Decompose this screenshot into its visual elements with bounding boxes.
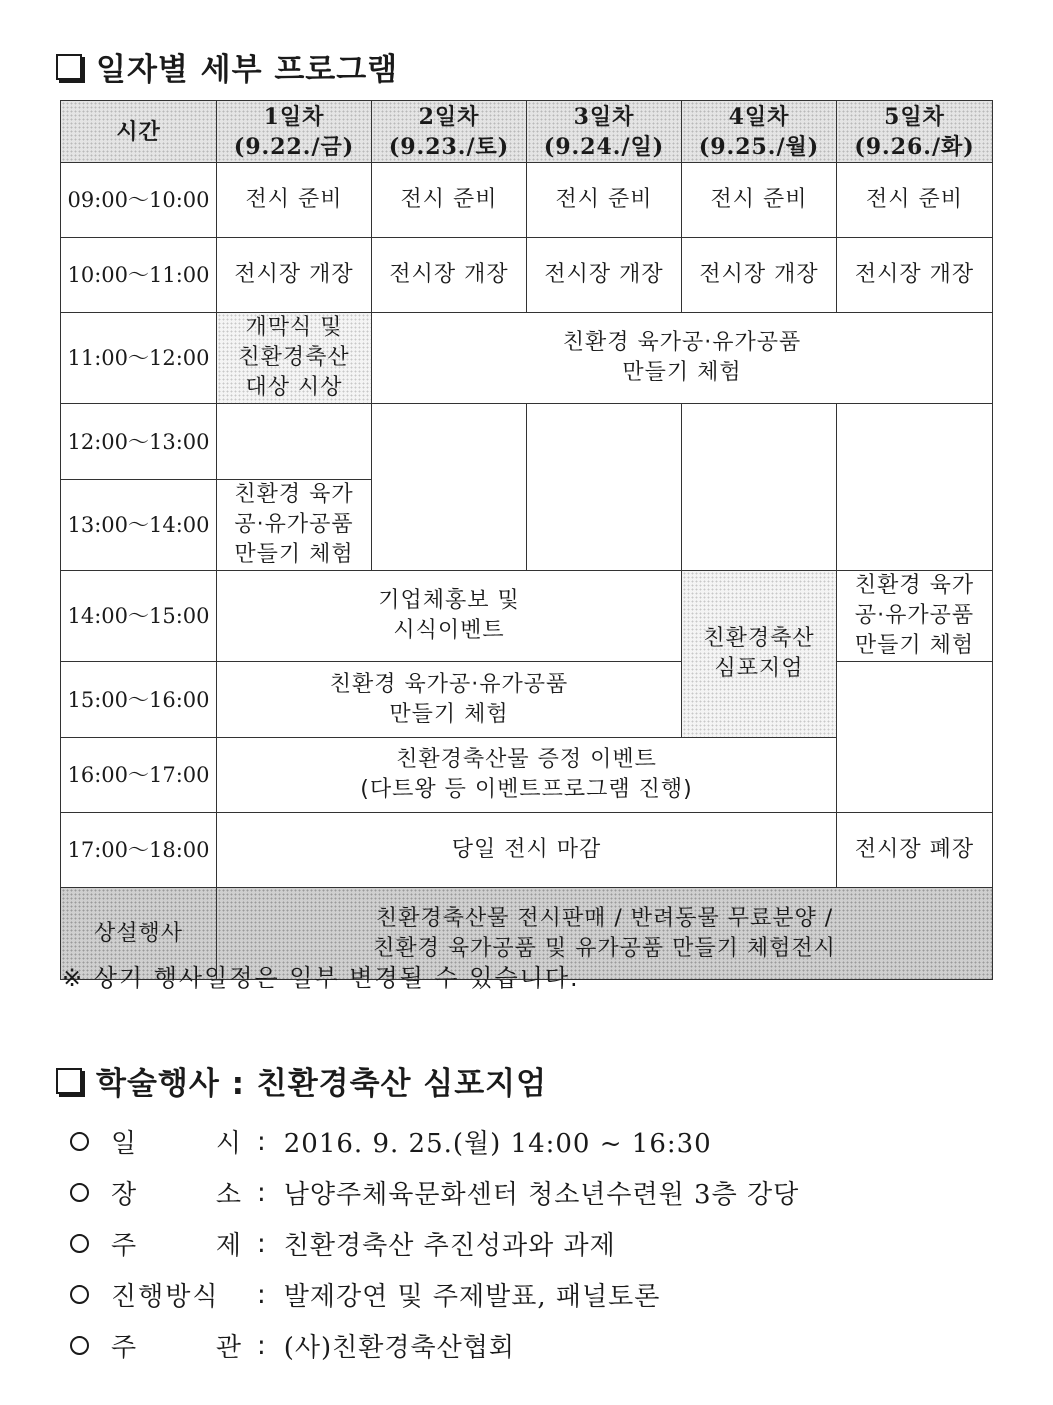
cell-line: 공·유가공품 (234, 512, 354, 537)
cell-empty (837, 404, 993, 571)
table-row (61, 404, 993, 480)
time-cell: 13:00～14:00 (61, 480, 217, 571)
section-title-schedule (56, 44, 398, 89)
day-date: (9.22./금) (233, 133, 355, 160)
cell-empty (217, 404, 372, 480)
info-label (111, 1123, 243, 1160)
cell-prep: 전시 준비 (682, 163, 837, 238)
cell-empty (372, 404, 527, 571)
info-item-host (70, 1320, 799, 1371)
table-row (61, 662, 993, 738)
table-row (61, 163, 993, 238)
label-char: 관 (215, 1333, 243, 1363)
day-header-2 (372, 101, 527, 163)
day-label: 1일차 (263, 103, 325, 130)
cell-promo (217, 571, 682, 662)
day-header-3 (527, 101, 682, 163)
cell-line: 만들기 체험 (389, 701, 509, 727)
cell-gift-event (217, 738, 837, 813)
label-char: 장 (111, 1180, 139, 1210)
time-cell: 14:00～15:00 (61, 571, 217, 662)
cell-empty (682, 404, 837, 571)
cell-line: 기업체홍보 및 (378, 588, 520, 613)
info-label (111, 1174, 243, 1211)
circle-bullet-icon (70, 1285, 89, 1304)
cell-prep: 전시 준비 (837, 163, 993, 238)
info-value: 발제강연 및 주제발표, 패널토론 (283, 1282, 661, 1312)
info-value: (사)친환경축산협회 (283, 1333, 515, 1363)
cell-prep: 전시 준비 (372, 163, 527, 238)
info-item-date (70, 1116, 799, 1167)
cell-line: 친환경축산 (238, 345, 350, 370)
day-label: 5일차 (884, 103, 945, 130)
cell-line: 개막식 및 (245, 315, 343, 340)
section-title-text: 학술행사 : 친환경축산 심포지엄 (96, 1066, 548, 1102)
label-char: 진행방식 (111, 1282, 220, 1312)
day-date: (9.26./화) (854, 133, 975, 160)
label-char: 일 (111, 1129, 139, 1159)
cell-symposium (682, 571, 837, 738)
info-item-theme (70, 1218, 799, 1269)
symposium-info-list (70, 1116, 799, 1371)
info-value: 친환경축산 추진성과와 과제 (283, 1231, 616, 1261)
schedule-note: ※ 상기 행사일정은 일부 변경될 수 있습니다. (62, 964, 580, 992)
day-date: (9.23./토) (388, 133, 510, 160)
time-cell: 12:00～13:00 (61, 404, 217, 480)
cell-experience (217, 662, 682, 738)
day-header-5 (837, 101, 993, 163)
day-date: (9.24./일) (543, 133, 665, 160)
info-value: 2016. 9. 25.(월) 14:00 ~ 16:30 (283, 1129, 712, 1159)
info-value: 남양주체육문화센터 청소년수련원 3층 강당 (283, 1180, 800, 1210)
cell-line: 친환경 육가공품 및 유가공품 만들기 체험전시 (373, 935, 836, 961)
cell-line: 친환경축산물 전시판매 / 반려동물 무료분양 / (375, 905, 834, 931)
time-cell: 17:00～18:00 (61, 813, 217, 888)
day-label: 2일차 (418, 103, 480, 130)
schedule-table (60, 100, 993, 980)
circle-bullet-icon (70, 1183, 89, 1202)
cell-line: 심포지엄 (714, 656, 804, 681)
label-char: 주 (111, 1231, 139, 1261)
day-label: 4일차 (728, 103, 790, 130)
info-item-place (70, 1167, 799, 1218)
colon: : (257, 1279, 266, 1310)
time-cell: 11:00～12:00 (61, 313, 217, 404)
day-header-4 (682, 101, 837, 163)
label-char: 시 (215, 1129, 243, 1159)
time-cell: 09:00～10:00 (61, 163, 217, 238)
time-header: 시간 (61, 101, 217, 163)
cell-open: 전시장 개장 (372, 238, 527, 313)
table-row (61, 813, 993, 888)
cell-close-hall: 전시장 폐장 (837, 813, 993, 888)
permanent-label: 상설행사 (61, 888, 217, 980)
label-char: 주 (111, 1333, 139, 1363)
cell-line: (다트왕 등 이벤트프로그램 진행) (360, 777, 693, 802)
cell-experience (372, 313, 993, 404)
cell-line: 친환경 육가공·유가공품 (562, 330, 802, 355)
cell-line: 만들기 체험 (854, 633, 975, 658)
cell-line: 공·유가공품 (854, 603, 975, 628)
cell-open: 전시장 개장 (217, 238, 372, 313)
circle-bullet-icon (70, 1234, 89, 1253)
cell-open: 전시장 개장 (527, 238, 682, 313)
time-cell: 16:00～17:00 (61, 738, 217, 813)
label-char: 소 (215, 1180, 243, 1210)
cell-line: 친환경 육가 (854, 573, 975, 598)
table-row (61, 238, 993, 313)
cell-prep: 전시 준비 (217, 163, 372, 238)
cell-ceremony (217, 313, 372, 404)
section-title-symposium (56, 1058, 547, 1103)
section-title-text: 일자별 세부 프로그램 (96, 52, 399, 88)
colon: : (257, 1177, 266, 1208)
cell-experience-day1 (217, 480, 372, 571)
info-label (111, 1225, 243, 1262)
day-label: 3일차 (573, 103, 635, 130)
cell-line: 시식이벤트 (393, 618, 505, 643)
cell-empty (837, 662, 993, 813)
cell-line: 대상 시상 (245, 375, 343, 400)
checkbox-icon (56, 1068, 82, 1094)
label-char: 제 (215, 1231, 243, 1261)
cell-line: 만들기 체험 (622, 360, 742, 385)
circle-bullet-icon (70, 1132, 89, 1151)
colon: : (257, 1228, 266, 1259)
checkbox-icon (56, 54, 82, 80)
cell-close-day: 당일 전시 마감 (217, 813, 837, 888)
cell-line: 친환경 육가공·유가공품 (329, 671, 569, 697)
colon: : (257, 1330, 266, 1361)
table-row (61, 571, 993, 662)
day-date: (9.25./월) (698, 133, 820, 160)
cell-experience-day5 (837, 571, 993, 662)
time-cell: 10:00～11:00 (61, 238, 217, 313)
cell-line: 친환경 육가 (234, 482, 354, 507)
colon: : (257, 1126, 266, 1157)
day-header-1 (217, 101, 372, 163)
info-item-format (70, 1269, 799, 1320)
table-header-row (61, 101, 993, 163)
cell-empty (527, 404, 682, 571)
cell-line: 만들기 체험 (234, 542, 354, 567)
time-cell: 15:00～16:00 (61, 662, 217, 738)
cell-open: 전시장 개장 (682, 238, 837, 313)
cell-line: 친환경축산 (703, 626, 815, 651)
circle-bullet-icon (70, 1336, 89, 1355)
cell-line: 친환경축산물 증정 이벤트 (396, 747, 657, 772)
info-label (111, 1327, 243, 1364)
cell-prep: 전시 준비 (527, 163, 682, 238)
info-label (111, 1276, 243, 1313)
table-row (61, 313, 993, 404)
cell-open: 전시장 개장 (837, 238, 993, 313)
